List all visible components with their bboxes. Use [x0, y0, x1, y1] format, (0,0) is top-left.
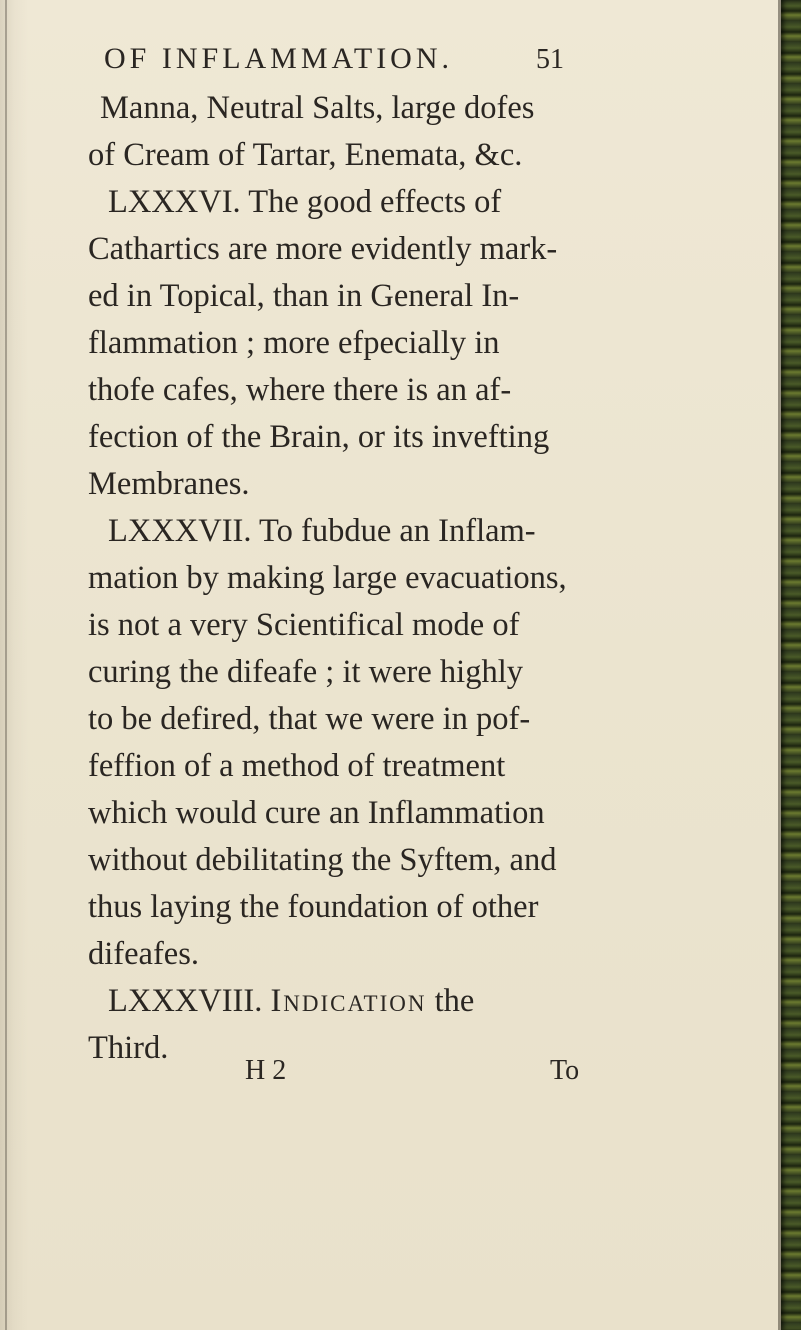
- text-line: Manna, Neutral Salts, large dofes: [100, 90, 535, 126]
- page-gutter: [5, 0, 7, 1330]
- signature-mark: H 2: [245, 1055, 287, 1086]
- text-line: ed in Topical, than in General In-: [88, 278, 520, 314]
- section-number: LXXXVIII.: [108, 983, 271, 1019]
- page-number: 51: [536, 44, 564, 75]
- text-line: of Cream of Tartar, Enemata, &c.: [88, 137, 523, 173]
- page-footer: [0, 1055, 801, 1095]
- page-header: [104, 42, 564, 92]
- indication-heading: Indication: [270, 983, 427, 1019]
- text-line: fection of the Brain, or its invefting: [88, 419, 550, 455]
- text-line: is not a very Scientifical mode of: [88, 607, 520, 643]
- running-head: OF INFLAMMATION.: [104, 42, 454, 75]
- book-binding: [781, 0, 801, 1330]
- text-line: mation by making large evacuations,: [88, 560, 567, 596]
- text-line: without debilitating the Syftem, and: [88, 842, 557, 878]
- text-line: which would cure an Inflammation: [88, 795, 545, 831]
- text-line: Third.: [88, 1030, 169, 1066]
- catchword: To: [550, 1055, 580, 1086]
- text-line: feffion of a method of treatment: [88, 748, 506, 784]
- text-line: Membranes.: [88, 466, 250, 502]
- text-line: Cathartics are more evidently mark-: [88, 231, 558, 267]
- text-line-indication: [108, 985, 474, 1018]
- text-line: thus laying the foundation of other: [88, 889, 539, 925]
- text-line: curing the difeafe ; it were highly: [88, 654, 523, 690]
- heading-continuation: the: [426, 983, 475, 1019]
- text-line: LXXXVII. To fubdue an Inflam-: [108, 513, 536, 549]
- text-line: flammation ; more efpecially in: [88, 325, 500, 361]
- text-line: difeafes.: [88, 936, 199, 972]
- text-line: thofe cafes, where there is an af-: [88, 372, 512, 408]
- text-line: to be defired, that we were in pof-: [88, 701, 531, 737]
- text-line: LXXXVI. The good effects of: [108, 184, 502, 220]
